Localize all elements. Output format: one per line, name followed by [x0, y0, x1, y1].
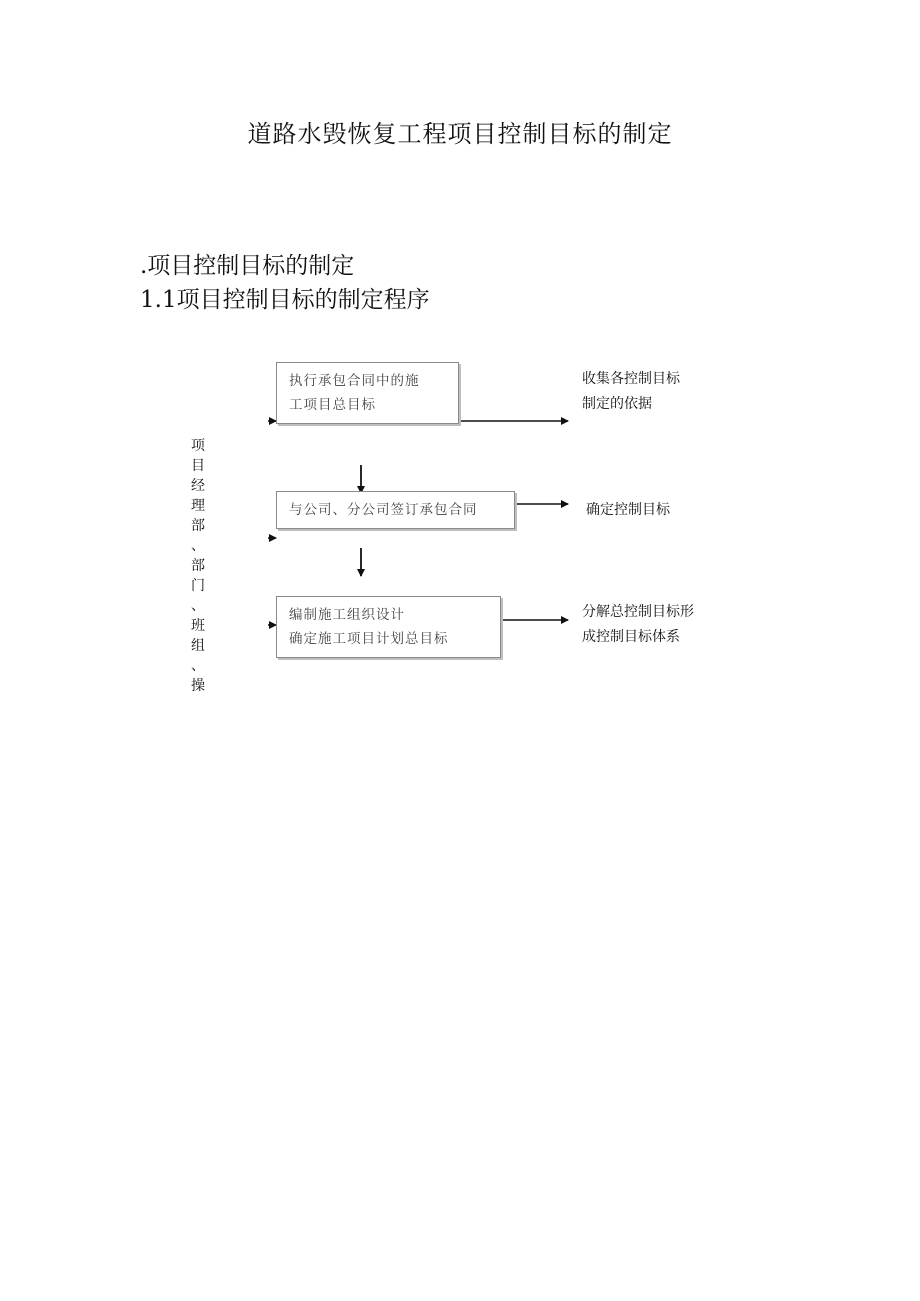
step-box-1	[276, 362, 459, 424]
section-heading: .项目控制目标的制定	[140, 253, 355, 279]
step-2-line-1: 与公司、分公司签订承包合同	[289, 502, 478, 518]
step-1-line-2: 工项目总目标	[289, 397, 376, 413]
responsible-parties-label: 项 目 经 理 部 、 部 门 、 班 组 、 操	[191, 438, 205, 694]
document-title: 道路水毁恢复工程项目控制目标的制定	[247, 120, 673, 148]
step-1-line-1: 执行承包合同中的施	[289, 373, 420, 389]
outcome-3: 分解总控制目标形 成控制目标体系	[582, 604, 694, 645]
outcome-2: 确定控制目标	[586, 502, 670, 518]
step-3-line-1: 编制施工组织设计	[289, 607, 405, 623]
step-3-line-2: 确定施工项目计划总目标	[289, 631, 449, 647]
outcome-1: 收集各控制目标 制定的依据	[582, 371, 680, 412]
step-box-2	[276, 491, 515, 529]
step-box-3	[276, 596, 501, 658]
subsection-heading: 1.1项目控制目标的制定程序	[140, 287, 430, 313]
